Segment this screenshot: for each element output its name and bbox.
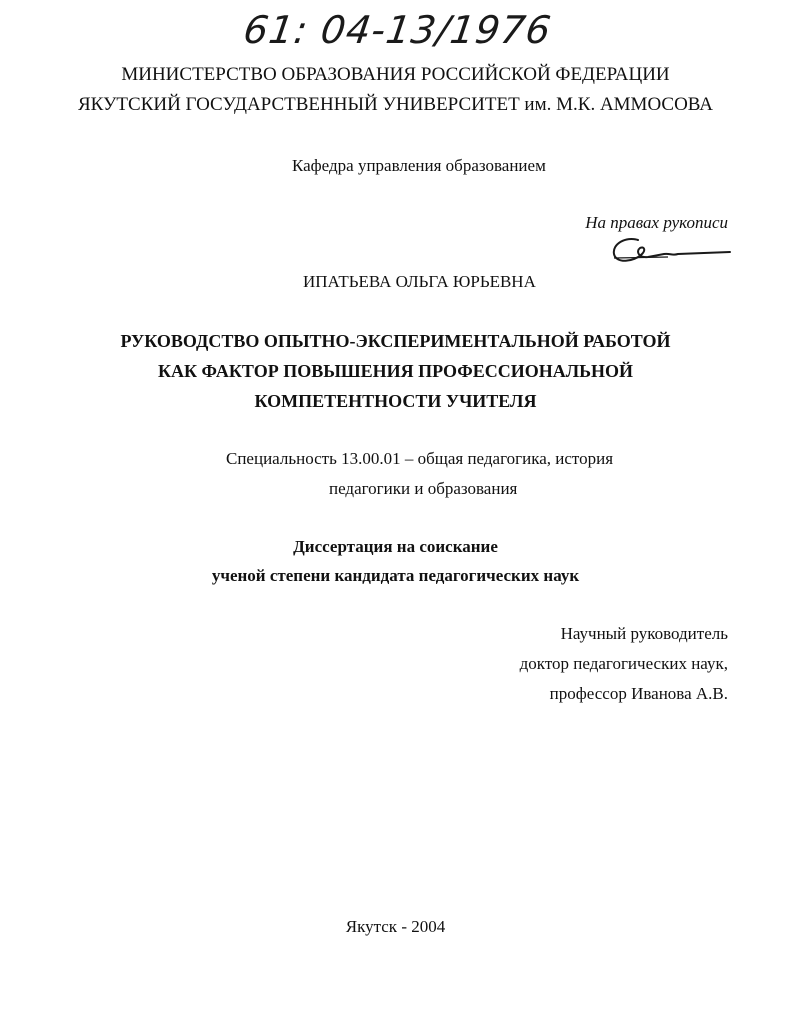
supervisor-role: Научный руководитель xyxy=(560,624,728,643)
department-label: Кафедра управления образованием xyxy=(292,156,546,175)
dissertation-line-1: Диссертация на соискание xyxy=(293,537,498,556)
author-name: ИПАТЬЕВА ОЛЬГА ЮРЬЕВНА xyxy=(303,272,536,291)
title-line-3: КОМПЕТЕНТНОСТИ УЧИТЕЛЯ xyxy=(254,391,537,411)
specialty-line-2: педагогики и образования xyxy=(329,479,518,498)
specialty-line-1: Специальность 13.00.01 – общая педагогика, история xyxy=(226,449,614,468)
title-line-1: РУКОВОДСТВО ОПЫТНО-ЭКСПЕРИМЕНТАЛЬНОЙ РАБОТОЙ xyxy=(120,331,671,351)
supervisor-name: профессор Иванова А.В. xyxy=(549,684,728,703)
city-year: Якутск - 2004 xyxy=(345,917,446,936)
manuscript-rights-note: На правах рукописи xyxy=(585,213,728,232)
supervisor-degree: доктор педагогических наук, xyxy=(519,654,728,673)
title-line-2: КАК ФАКТОР ПОВЫШЕНИЯ ПРОФЕССИОНАЛЬНОЙ xyxy=(157,361,634,381)
university-heading: ЯКУТСКИЙ ГОСУДАРСТВЕННЫЙ УНИВЕРСИТЕТ им. М.К. АММОСОВА xyxy=(78,94,713,115)
archive-code-handwritten: 61: 04-13/1976 xyxy=(240,8,555,52)
ministry-heading: МИНИСТЕРСТВО ОБРАЗОВАНИЯ РОССИЙСКОЙ ФЕДЕРАЦИИ xyxy=(121,64,670,85)
signature-mark xyxy=(608,232,733,268)
dissertation-line-2: ученой степени кандидата педагогических наук xyxy=(211,566,580,585)
dissertation-title xyxy=(0,326,791,416)
